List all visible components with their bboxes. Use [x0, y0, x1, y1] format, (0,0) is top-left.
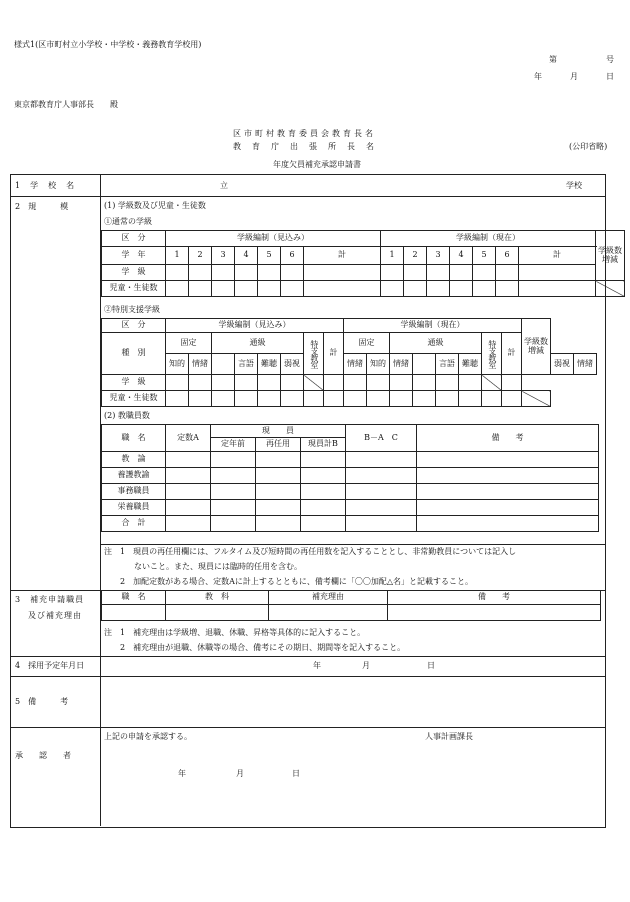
- kyoka-header: 教 科: [166, 591, 269, 605]
- current-header: 学級編制（現在）: [344, 319, 522, 333]
- replacement-note-1: 注 1 補充理由は学級増、退職、休職、昇格等具体的に記入すること。: [104, 628, 366, 637]
- plan-total-label: 計: [304, 247, 381, 265]
- grade-cell: 4: [450, 247, 473, 265]
- teisu-header: 定数A: [166, 425, 211, 452]
- staff-note-1a: 注 1 現員の再任用欄には、フルタイム及び短時間の再任用数を記入することとし、非常勤教員については記入し: [104, 547, 517, 556]
- grade-cell: 3: [212, 247, 235, 265]
- kubun-label: 区 分: [102, 231, 166, 247]
- shokumei-label: 職 名: [102, 425, 166, 452]
- staff-note-1b: ないこと。また、現員には臨時的任用を含む。: [134, 562, 302, 571]
- staff-row-label: 合 計: [102, 516, 166, 532]
- teinenmae-header: 定年前: [211, 438, 256, 452]
- approver-title: 人事計画課長: [425, 732, 473, 741]
- normal-class-table: [101, 230, 625, 297]
- staff-row-label: 養護教諭: [102, 468, 166, 484]
- plan-header: 学級編制（見込み）: [166, 231, 381, 247]
- tokushi-header: 特支教室: [482, 333, 502, 375]
- row-label-students: 児童・生徒数: [102, 281, 166, 297]
- approval-label: 承 認 者: [15, 751, 71, 760]
- section3-label-1: 3 補充申請職員: [15, 595, 85, 604]
- grade-label: 学 年: [102, 247, 166, 265]
- row-label-gakkyu: 学 級: [102, 375, 166, 391]
- special-class-heading: ②特別支援学級: [104, 305, 160, 314]
- approval-year: 年: [178, 769, 186, 778]
- staff-note-2: 2 加配定数がある場合、定数Aに計上するとともに、備考欄に「〇〇加配△名」と記載すること。: [120, 577, 474, 586]
- staff-row-label: 教 論: [102, 452, 166, 468]
- sender-line2: 教育庁出張所長名: [233, 142, 385, 151]
- row-label-students: 児童・生徒数: [102, 391, 166, 407]
- replacement-note-2: 2 補充理由が退職、休職等の場合、備考にその期日、期間等を記入すること。: [120, 643, 406, 652]
- grade-cell: 1: [166, 247, 189, 265]
- grade-cell: 2: [189, 247, 212, 265]
- grade-cell: 1: [381, 247, 404, 265]
- date-day: 日: [606, 72, 614, 81]
- grade-cell: 5: [258, 247, 281, 265]
- grade-cell: 4: [235, 247, 258, 265]
- diagonal-cell: [522, 391, 551, 407]
- biko-header: 備 考: [417, 425, 599, 452]
- jocho-label: 情緒: [344, 354, 367, 375]
- notes-divider: [101, 544, 605, 545]
- grade-cell: 6: [281, 247, 304, 265]
- grade-cell: 3: [427, 247, 450, 265]
- date-month: 月: [570, 72, 578, 81]
- approval-day: 日: [292, 769, 300, 778]
- plan-total-label: 計: [324, 333, 344, 375]
- diagonal-cell: [596, 281, 625, 297]
- plan-header: 学級編制（見込み）: [166, 319, 344, 333]
- genin-kei-header: 現員計B: [301, 438, 346, 452]
- section5-label: 5 備 考: [15, 697, 69, 706]
- divider-s4: [10, 676, 605, 677]
- current-total-label: 計: [502, 333, 522, 375]
- special-class-table: [101, 318, 597, 407]
- type-label: 種 別: [102, 333, 166, 375]
- staff-row-label: 栄養職員: [102, 500, 166, 516]
- riyu-header: 補充理由: [269, 591, 388, 605]
- hire-month: 月: [362, 661, 370, 670]
- blank-cell: [413, 354, 436, 375]
- kotei-header: 固定: [166, 333, 212, 354]
- addressee: 東京都教育庁人事部長 殿: [14, 100, 118, 109]
- chiteki-label: 知的: [367, 354, 390, 375]
- sainin-header: 再任用: [256, 438, 301, 452]
- school-ritsu: 立: [220, 181, 228, 190]
- school-gakko: 学校: [566, 181, 582, 190]
- current-total-label: 計: [519, 247, 596, 265]
- divider-s5: [10, 727, 605, 728]
- kubun-label: 区 分: [102, 319, 166, 333]
- row-label-gakkyu: 学 級: [102, 265, 166, 281]
- gengo-label: 言語: [235, 354, 258, 375]
- sender-line1: 区市町村教育委員会教育長名: [233, 129, 376, 138]
- hire-day: 日: [427, 661, 435, 670]
- nancho-label: 難聴: [258, 354, 281, 375]
- jocho-label: 情緒: [390, 354, 413, 375]
- genin-header: 現 員: [211, 425, 346, 438]
- current-header: 学級編制（現在）: [381, 231, 596, 247]
- class-subheading: (1) 学級数及び児童・生徒数: [104, 201, 206, 210]
- section1-label: 1 学 校 名: [15, 181, 76, 190]
- staff-table: [101, 424, 599, 532]
- blank-cell: [212, 354, 235, 375]
- section3-label-2: 及び補充理由: [28, 611, 82, 620]
- number-left: 第: [549, 55, 557, 64]
- tsukyu-header: 通級: [390, 333, 482, 354]
- staff-row-label: 事務職員: [102, 484, 166, 500]
- ba-c-header: B－A C: [346, 425, 417, 452]
- divider-s3: [10, 656, 605, 657]
- divider-s1: [10, 196, 605, 197]
- approval-month: 月: [236, 769, 244, 778]
- grade-cell: 5: [473, 247, 496, 265]
- section2-label: 2 規 模: [15, 202, 69, 211]
- jocho-label: 情緒: [189, 354, 212, 375]
- number-right: 号: [606, 55, 614, 64]
- increase-header: [596, 231, 625, 281]
- seal-note: (公印省略): [569, 142, 608, 151]
- form-label: 様式1(区市町村立小学校・中学校・義務教育学校用): [14, 40, 202, 49]
- increase-header: [522, 319, 551, 375]
- jocho-label: 情緒: [574, 354, 597, 375]
- jakushi-label: 弱視: [281, 354, 304, 375]
- date-year: 年: [534, 72, 542, 81]
- grade-cell: 2: [404, 247, 427, 265]
- biko-header: 備 考: [388, 591, 601, 605]
- replacement-table: [101, 590, 601, 621]
- section4-label: 4 採用予定年月日: [15, 661, 85, 670]
- jakushi-label: 弱視: [551, 354, 574, 375]
- grade-cell: 6: [496, 247, 519, 265]
- increase-label: 学級数増減: [524, 336, 548, 355]
- nancho-label: 難聴: [459, 354, 482, 375]
- increase-label: 学級数増減: [598, 245, 622, 264]
- tsukyu-header: 通級: [212, 333, 304, 354]
- approval-statement: 上記の申請を承認する。: [104, 732, 192, 741]
- shokumei-header: 職 名: [102, 591, 166, 605]
- hire-year: 年: [313, 661, 321, 670]
- tokushi-header: 特支教室: [304, 333, 324, 375]
- chiteki-label: 知的: [166, 354, 189, 375]
- staff-subheading: (2) 教職員数: [104, 411, 150, 420]
- kotei-header: 固定: [344, 333, 390, 354]
- normal-class-heading: ①通常の学級: [104, 217, 152, 226]
- document-title: 年度欠員補充承認申請書: [273, 160, 361, 169]
- gengo-label: 言語: [436, 354, 459, 375]
